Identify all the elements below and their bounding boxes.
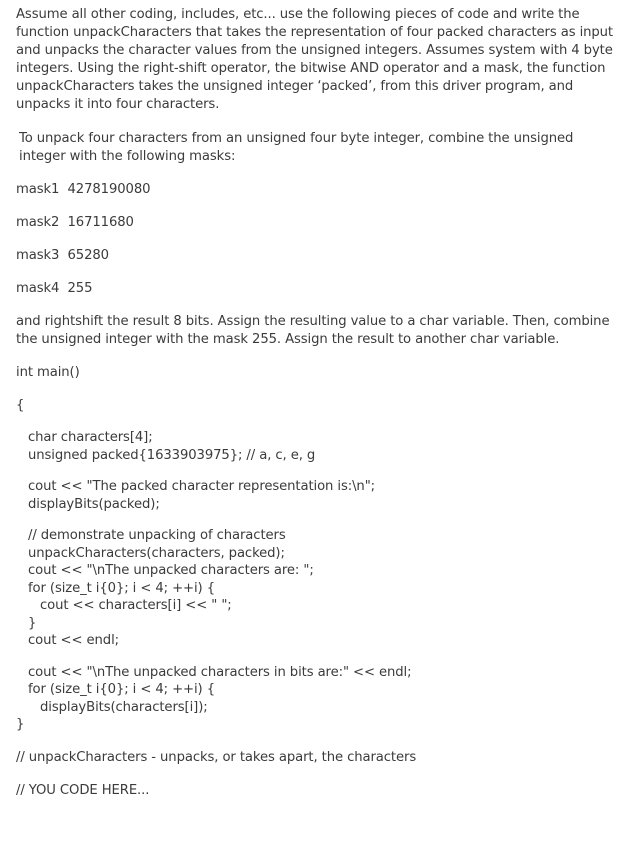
mask-value: 255	[67, 281, 93, 296]
mask1-line	[16, 181, 619, 199]
code-line: for (size_t i{0}; i < 4; ++i) {	[28, 580, 215, 596]
mask2-line	[16, 214, 619, 232]
code-open-brace: {	[16, 397, 25, 413]
code-main-signature: int main()	[16, 365, 80, 380]
masks-intro-paragraph: To unpack four characters from an unsigned four byte integer, combine the unsigned integer with the following masks:	[19, 131, 574, 164]
code-line: cout << endl;	[28, 633, 119, 648]
code-line: cout << "The packed character representation is:\n";	[28, 479, 375, 494]
your-code-placeholder: // YOU CODE HERE...	[16, 782, 150, 798]
mask4-line	[16, 280, 619, 298]
mask-value: 65280	[67, 248, 109, 263]
code-line: // demonstrate unpacking of characters	[28, 528, 286, 543]
mask-name: mask2	[16, 215, 60, 230]
mask-name: mask4	[16, 281, 60, 296]
intro-paragraph: Assume all other coding, includes, etc... use the following pieces of code and write the function unpackCharacters that takes the representation of four packed characters as input and unpacks the character values from the unsigned integers. Assumes system with 4 byte integers. Using the right-shift operator, the bitwise AND operator and a mask, the function unpackCharacters takes the unsigned integer ‘packed’, from this driver program, and unpacks it into four characters.	[16, 7, 614, 112]
code-line: unpackCharacters(characters, packed);	[28, 545, 285, 561]
code-line: cout << "\nThe unpacked characters are: ";	[28, 563, 314, 578]
code-line: displayBits(characters[i]);	[40, 699, 208, 715]
mask3-line	[16, 247, 619, 265]
code-line: displayBits(packed);	[28, 496, 160, 512]
code-line: unsigned packed{1633903975}; // a, c, e, g	[28, 447, 316, 463]
code-line: cout << characters[i] << " ";	[40, 598, 232, 613]
code-close-brace: }	[16, 717, 25, 732]
mask-value: 4278190080	[67, 182, 151, 197]
code-line: char characters[4];	[28, 430, 153, 445]
mask-value: 16711680	[67, 215, 134, 230]
mask-name: mask1	[16, 182, 60, 197]
footer-comment: // unpackCharacters - unpacks, or takes apart, the characters	[16, 749, 417, 765]
code-line: }	[28, 615, 37, 631]
after-masks-paragraph: and rightshift the result 8 bits. Assign the resulting value to a char variable. Then, combine the unsigned integer with the mask 255. Assign the result to another char variable.	[16, 314, 610, 347]
mask-name: mask3	[16, 248, 60, 263]
code-line: cout << "\nThe unpacked characters in bits are:" << endl;	[28, 664, 412, 680]
code-block	[16, 364, 619, 734]
code-line: for (size_t i{0}; i < 4; ++i) {	[28, 682, 215, 697]
